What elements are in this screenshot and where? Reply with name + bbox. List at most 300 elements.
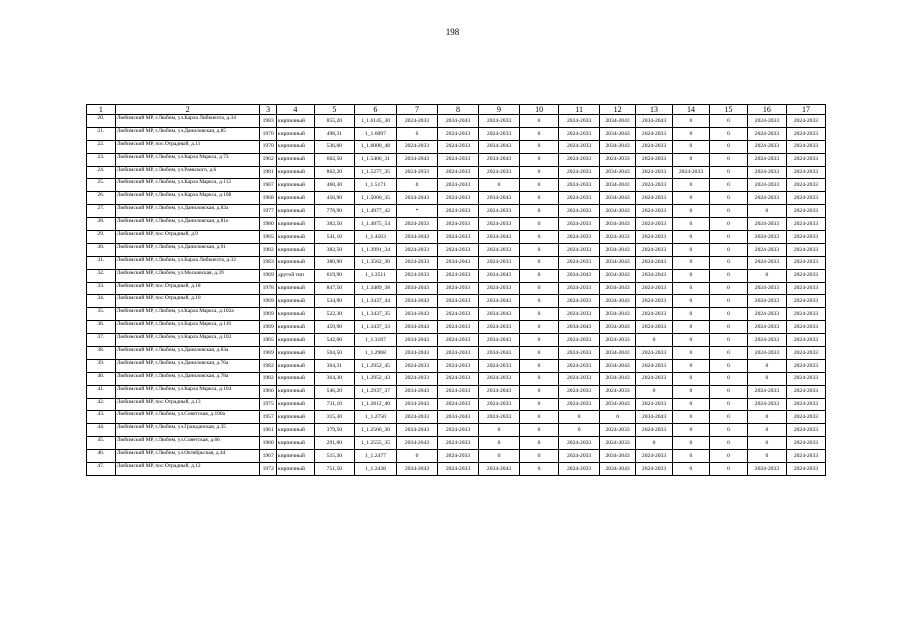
page-number: 198 (445, 27, 460, 37)
table-cell: 0 (520, 243, 559, 256)
table-cell: 2024-2033 (559, 282, 600, 295)
table-cell: кирпичный (276, 308, 314, 321)
table-cell: 35. (87, 308, 116, 321)
table-cell: 2034-2043 (479, 295, 520, 308)
table-cell: кирпичный (276, 218, 314, 231)
table-cell: 1_1.5000_35 (354, 192, 396, 205)
column-header-13: 13 (636, 105, 673, 115)
table-cell: 1972 (260, 463, 276, 476)
table-cell: 0 (672, 269, 709, 282)
table-cell: 498,31 (314, 127, 354, 140)
table-cell: 23. (87, 153, 116, 166)
table-cell: 1969 (260, 269, 276, 282)
table-cell: 546,20 (314, 385, 354, 398)
table-row (87, 166, 826, 179)
column-header-16: 16 (747, 105, 786, 115)
table-cell: 2024-2033 (786, 192, 825, 205)
table-cell: Любимский МР, г.Любим, ул.Карла Либкнехта, д.32 (115, 256, 260, 269)
table-cell: 2024-2033 (437, 450, 478, 463)
table-cell: 0 (672, 347, 709, 360)
table-cell: кирпичный (276, 127, 314, 140)
table-cell: другой тип (276, 269, 314, 282)
table-cell: 2024-2033 (747, 256, 786, 269)
table-cell: 2034-2043 (396, 321, 437, 334)
table-cell: Любимский МР, г.Любим, ул.Московская, д.39 (115, 269, 260, 282)
table-cell: 0 (672, 115, 709, 128)
table-cell: 2024-2033 (479, 166, 520, 179)
table-cell: 364,31 (314, 359, 354, 372)
table-cell: кирпичный (276, 411, 314, 424)
column-header-12: 12 (600, 105, 636, 115)
table-cell: 855,20 (314, 115, 354, 128)
table-cell: 2034-2043 (636, 411, 673, 424)
table-cell: 2024-2033 (636, 463, 673, 476)
table-cell: 2024-2033 (636, 450, 673, 463)
table-cell: 0 (520, 385, 559, 398)
table-cell: 2024-2033 (559, 398, 600, 411)
table-cell: 847,50 (314, 282, 354, 295)
table-cell: 0 (747, 269, 786, 282)
table-cell: 38. (87, 347, 116, 360)
table-cell: 2024-2033 (559, 127, 600, 140)
table-cell: кирпичный (276, 192, 314, 205)
table-cell: 2024-2033 (786, 269, 825, 282)
table-cell: 379,50 (314, 424, 354, 437)
table-cell: 0 (672, 218, 709, 231)
table-cell: 1_1.3437_35 (354, 308, 396, 321)
table-cell: 0 (747, 450, 786, 463)
table-cell: 2024-2033 (396, 115, 437, 128)
table-cell: 31. (87, 256, 116, 269)
table-cell: 2024-2033 (636, 282, 673, 295)
table-cell: 2034-2043 (636, 269, 673, 282)
table-cell: 0 (709, 231, 747, 244)
table-cell: 0 (520, 295, 559, 308)
table-cell: 2024-2033 (479, 398, 520, 411)
table-cell: 0 (520, 166, 559, 179)
table-cell: 0 (672, 282, 709, 295)
table-row (87, 256, 826, 269)
table-cell: 2034-2043 (600, 295, 636, 308)
table-cell: 2024-2033 (747, 231, 786, 244)
table-row (87, 424, 826, 437)
table-cell: 2024-2033 (747, 295, 786, 308)
table-cell: 0 (520, 256, 559, 269)
table-cell: 2024-2033 (600, 153, 636, 166)
table-cell: 0 (520, 153, 559, 166)
table-row (87, 218, 826, 231)
table-cell: 0 (600, 411, 636, 424)
table-cell: 2024-2033 (559, 334, 600, 347)
table-cell: кирпичный (276, 166, 314, 179)
table-cell: 2024-2033 (437, 295, 478, 308)
table-cell: 2034-2043 (396, 424, 437, 437)
table-cell: 2024-2033 (437, 437, 478, 450)
table-cell: 1_1.6097 (354, 127, 396, 140)
table-cell: 2024-2033 (786, 140, 825, 153)
table-cell: 0 (672, 437, 709, 450)
table-row (87, 205, 826, 218)
table-cell: кирпичный (276, 179, 314, 192)
table-cell: Любимский МР, г.Любим, ул.Даниловская, д.78а (115, 372, 260, 385)
table-cell: 0 (709, 115, 747, 128)
table-cell: 0 (672, 256, 709, 269)
table-cell: 1_1.3489_38 (354, 282, 396, 295)
column-header-2: 2 (115, 105, 260, 115)
table-cell: кирпичный (276, 359, 314, 372)
table-row (87, 243, 826, 256)
table-cell: 2024-2033 (636, 140, 673, 153)
table-row (87, 140, 826, 153)
table-cell: Любимский МР, г.Любим, ул.Карла Либкнехта, д.34 (115, 115, 260, 128)
table-cell: 1_1.5277_35 (354, 166, 396, 179)
table-cell: кирпичный (276, 372, 314, 385)
table-cell: 2024-2033 (786, 115, 825, 128)
table-cell: 0 (709, 269, 747, 282)
table-cell: 2034-2043 (396, 308, 437, 321)
table-cell: 2024-2033 (437, 398, 478, 411)
table-cell: 662,50 (314, 153, 354, 166)
table-cell: Любимский МР, г.Любим, ул.Карла Маркса, д.102а (115, 308, 260, 321)
table-cell: 2024-2033 (437, 372, 478, 385)
table-cell: 1977 (260, 205, 276, 218)
table-row (87, 115, 826, 128)
table-cell: 536,00 (314, 140, 354, 153)
table-cell: кирпичный (276, 115, 314, 128)
table-cell: 2024-2033 (747, 463, 786, 476)
table-cell: 2024-2033 (786, 424, 825, 437)
table-cell: 2024-2033 (559, 153, 600, 166)
table-cell: 2034-2043 (396, 231, 437, 244)
table-cell: 0 (520, 218, 559, 231)
table-cell: 2024-2033 (636, 243, 673, 256)
table-cell: 0 (520, 140, 559, 153)
table-cell: 2024-2033 (747, 115, 786, 128)
table-cell: 2024-2033 (747, 153, 786, 166)
table-cell: 382,50 (314, 243, 354, 256)
table-cell: 0 (520, 321, 559, 334)
table-cell: 382,50 (314, 218, 354, 231)
table-cell: 2024-2033 (437, 192, 478, 205)
table-cell: 1983 (260, 115, 276, 128)
table-cell: 1983 (260, 256, 276, 269)
table-cell: 2024-2033 (396, 166, 437, 179)
table-cell: 1957 (260, 411, 276, 424)
table-cell: 1962 (260, 153, 276, 166)
table-cell: Любимский МР, г.Любим, ул.Карла Маркса, д.108 (115, 192, 260, 205)
table-cell: 0 (672, 463, 709, 476)
table-cell: 2034-2043 (396, 398, 437, 411)
table-cell: 2024-2033 (479, 359, 520, 372)
table-cell: Любимский МР, г.Любим, ул.Советская, д.66 (115, 437, 260, 450)
table-cell: кирпичный (276, 424, 314, 437)
table-cell: Любимский МР, пос.Отрадный, д.10 (115, 295, 260, 308)
column-header-11: 11 (559, 105, 600, 115)
table-cell: кирпичный (276, 243, 314, 256)
table-cell: 2024-2033 (636, 231, 673, 244)
table-cell: 2024-2033 (559, 166, 600, 179)
table-cell: 0 (709, 179, 747, 192)
table-cell: 2034-2043 (600, 166, 636, 179)
table-cell: 2024-2033 (600, 437, 636, 450)
table-cell: 0 (520, 437, 559, 450)
housing-registry-table (86, 104, 826, 476)
table-cell: 1969 (260, 347, 276, 360)
table-cell: 862,20 (314, 166, 354, 179)
table-cell: 2034-2043 (600, 205, 636, 218)
table-cell: 2024-2033 (479, 218, 520, 231)
table-cell: 2024-2033 (559, 308, 600, 321)
table-row (87, 411, 826, 424)
table-cell: 515,30 (314, 450, 354, 463)
table-row (87, 463, 826, 476)
table-cell: 0 (709, 385, 747, 398)
table-cell: 0 (672, 153, 709, 166)
table-row (87, 192, 826, 205)
table-cell: Любимский МР, г.Любим, ул.Даниловская, д.91 (115, 243, 260, 256)
table-cell: 0 (709, 153, 747, 166)
table-cell: 0 (520, 179, 559, 192)
table-cell: 0 (709, 205, 747, 218)
table-cell: 2024-2033 (747, 218, 786, 231)
table-cell: кирпичный (276, 295, 314, 308)
table-cell: 20. (87, 115, 116, 128)
table-cell: Любимский МР, г.Любим, ул.Даниловская, д.81е (115, 218, 260, 231)
table-cell: 2024-2033 (786, 411, 825, 424)
table-cell: 0 (520, 372, 559, 385)
table-cell: 2024-2033 (437, 231, 478, 244)
table-cell: 0 (747, 359, 786, 372)
table-cell: 2034-2043 (396, 192, 437, 205)
table-cell: 2024-2033 (786, 334, 825, 347)
table-cell: 24. (87, 166, 116, 179)
table-cell: 2034-2043 (600, 127, 636, 140)
table-cell: 0 (672, 308, 709, 321)
table-cell: 2034-2043 (600, 192, 636, 205)
table-cell: 0 (709, 140, 747, 153)
table-cell: 0 (520, 424, 559, 437)
table-cell: 28. (87, 218, 116, 231)
column-header-7: 7 (396, 105, 437, 115)
table-cell: Любимский МР, пос.Отрадный, д.12 (115, 463, 260, 476)
table-cell: 1_1.3562_30 (354, 256, 396, 269)
table-cell: 0 (672, 127, 709, 140)
table-cell: 2024-2033 (747, 166, 786, 179)
table-cell: 0 (520, 411, 559, 424)
table-cell: 2024-2033 (786, 295, 825, 308)
table-row (87, 372, 826, 385)
table-cell: 2034-2043 (600, 321, 636, 334)
table-cell: 2024-2033 (747, 127, 786, 140)
table-cell: 2024-2033 (636, 321, 673, 334)
table-cell: 2024-2033 (559, 115, 600, 128)
table-cell: 2024-2033 (636, 424, 673, 437)
table-cell: 2024-2033 (396, 243, 437, 256)
table-cell: 2024-2033 (437, 321, 478, 334)
table-cell: 2034-2043 (600, 463, 636, 476)
table-cell: 2024-2033 (786, 179, 825, 192)
table-cell: 33. (87, 282, 116, 295)
table-cell: 2024-2033 (396, 411, 437, 424)
table-cell: 2024-2033 (479, 127, 520, 140)
table-cell: 2034-2043 (479, 334, 520, 347)
table-row (87, 347, 826, 360)
table-cell: Любимский МР, г.Любим, ул.Октябрьская, д.44 (115, 450, 260, 463)
table-cell: 0 (520, 308, 559, 321)
table-cell: 0 (747, 205, 786, 218)
table-body (87, 115, 826, 476)
table-cell: Любимский МР, г.Любим, ул.Карла Маркса, д.104 (115, 385, 260, 398)
table-cell: Любимский МР, пос.Отрадный, д.13 (115, 398, 260, 411)
table-cell: 2024-2033 (600, 231, 636, 244)
table-cell: 2024-2033 (437, 334, 478, 347)
table-cell: 34. (87, 295, 116, 308)
table-cell: 0 (396, 450, 437, 463)
table-cell: 2034-2043 (396, 463, 437, 476)
table-cell: 2034-2043 (479, 269, 520, 282)
table-cell: 2034-2043 (600, 282, 636, 295)
table-cell: 619,90 (314, 269, 354, 282)
table-cell: 2034-2043 (600, 308, 636, 321)
table-cell: 2034-2043 (559, 269, 600, 282)
table-cell: 2024-2033 (636, 308, 673, 321)
table-row (87, 282, 826, 295)
table-cell: 1_1.5406_31 (354, 153, 396, 166)
table-cell: 0 (520, 450, 559, 463)
table-cell: 2024-2033 (600, 424, 636, 437)
table-cell: 0 (709, 424, 747, 437)
table-cell: кирпичный (276, 140, 314, 153)
table-cell: 2024-2033 (786, 218, 825, 231)
table-cell: 2034-2043 (396, 295, 437, 308)
table-cell: 0 (479, 437, 520, 450)
table-cell: 2024-2033 (636, 127, 673, 140)
table-cell: Любимский МР, пос.Отрадный, д.11 (115, 140, 260, 153)
table-cell: 2024-2033 (786, 308, 825, 321)
table-cell: 29. (87, 231, 116, 244)
table-cell: 2024-2033 (786, 205, 825, 218)
table-cell: 2024-2033 (786, 166, 825, 179)
table-cell: 2034-2043 (600, 372, 636, 385)
table-cell: кирпичный (276, 347, 314, 360)
table-cell: 1_1.5171 (354, 179, 396, 192)
table-cell: 2034-2043 (396, 282, 437, 295)
table-cell: 2024-2033 (636, 295, 673, 308)
table-cell: 1_1.2750 (354, 411, 396, 424)
table-cell: 41. (87, 385, 116, 398)
table-cell: 2024-2033 (747, 192, 786, 205)
table-cell: Любимский МР, г.Любим, ул.Карла Маркса, д.112 (115, 179, 260, 192)
table-cell: 1_1.4563 (354, 231, 396, 244)
column-header-10: 10 (520, 105, 559, 115)
table-cell: 2024-2033 (559, 231, 600, 244)
table-cell: 0 (520, 115, 559, 128)
table-cell: 2034-2043 (600, 140, 636, 153)
table-cell: кирпичный (276, 256, 314, 269)
table-row (87, 308, 826, 321)
table-cell: 459,90 (314, 321, 354, 334)
table-cell: 2024-2033 (786, 282, 825, 295)
column-header-17: 17 (786, 105, 825, 115)
table-cell: 30. (87, 243, 116, 256)
table-cell: 40. (87, 372, 116, 385)
table-row (87, 153, 826, 166)
table-cell: 0 (520, 347, 559, 360)
table-cell: 2024-2033 (786, 153, 825, 166)
table-row (87, 269, 826, 282)
table-cell: 1_1.3511 (354, 269, 396, 282)
table-cell: 0 (636, 437, 673, 450)
table-cell: 39. (87, 359, 116, 372)
table-cell: 45. (87, 437, 116, 450)
table-cell: 2024-2033 (437, 218, 478, 231)
table-cell: 2024-2033 (559, 437, 600, 450)
table-cell: 0 (672, 424, 709, 437)
table-cell: 0 (396, 179, 437, 192)
table-cell: 0 (709, 166, 747, 179)
table-cell: 0 (520, 398, 559, 411)
table-cell: 2034-2043 (600, 243, 636, 256)
table-cell: 2024-2033 (559, 192, 600, 205)
table-cell: 2034-2043 (479, 308, 520, 321)
table-cell: 2034-2043 (479, 231, 520, 244)
table-cell: 22. (87, 140, 116, 153)
table-cell: 2024-2033 (786, 256, 825, 269)
table-cell: 2024-2033 (479, 205, 520, 218)
table-cell: 456,90 (314, 192, 354, 205)
table-cell: 2034-2043 (437, 256, 478, 269)
table-cell: 2034-2043 (479, 347, 520, 360)
table-cell: 0 (672, 372, 709, 385)
table-cell: 2034-2043 (396, 153, 437, 166)
table-cell: 731,10 (314, 398, 354, 411)
table-cell: 32. (87, 269, 116, 282)
table-cell: 2024-2033 (747, 243, 786, 256)
table-cell: 1982 (260, 359, 276, 372)
table-cell: 0 (709, 359, 747, 372)
column-header-3: 3 (260, 105, 276, 115)
table-cell: 37. (87, 334, 116, 347)
table-cell: 0 (672, 231, 709, 244)
table-cell: 2024-2033 (559, 256, 600, 269)
table-cell: 2024-2033 (747, 385, 786, 398)
table-cell: 2024-2033 (636, 372, 673, 385)
table-cell: 364,30 (314, 372, 354, 385)
table-cell: 0 (709, 256, 747, 269)
table-cell: 504,50 (314, 347, 354, 360)
table-cell: кирпичный (276, 398, 314, 411)
table-row (87, 334, 826, 347)
table-cell: кирпичный (276, 282, 314, 295)
table-cell: 2024-2033 (396, 269, 437, 282)
table-cell: 2024-2033 (672, 166, 709, 179)
table-cell: 2024-2033 (600, 334, 636, 347)
table-cell: * (396, 205, 437, 218)
table-cell: 1_1.4875_54 (354, 218, 396, 231)
table-cell: кирпичный (276, 334, 314, 347)
table-cell: 0 (520, 269, 559, 282)
table-cell: 2024-2033 (636, 205, 673, 218)
table-cell: 2024-2033 (636, 347, 673, 360)
table-cell: 2034-2043 (479, 385, 520, 398)
table-cell: 1969 (260, 321, 276, 334)
table-cell: 1_1.2812_40 (354, 398, 396, 411)
table-row (87, 385, 826, 398)
table-cell: 2024-2033 (786, 347, 825, 360)
column-header-4: 4 (276, 105, 314, 115)
table-cell: 0 (709, 463, 747, 476)
table-cell: 0 (672, 243, 709, 256)
